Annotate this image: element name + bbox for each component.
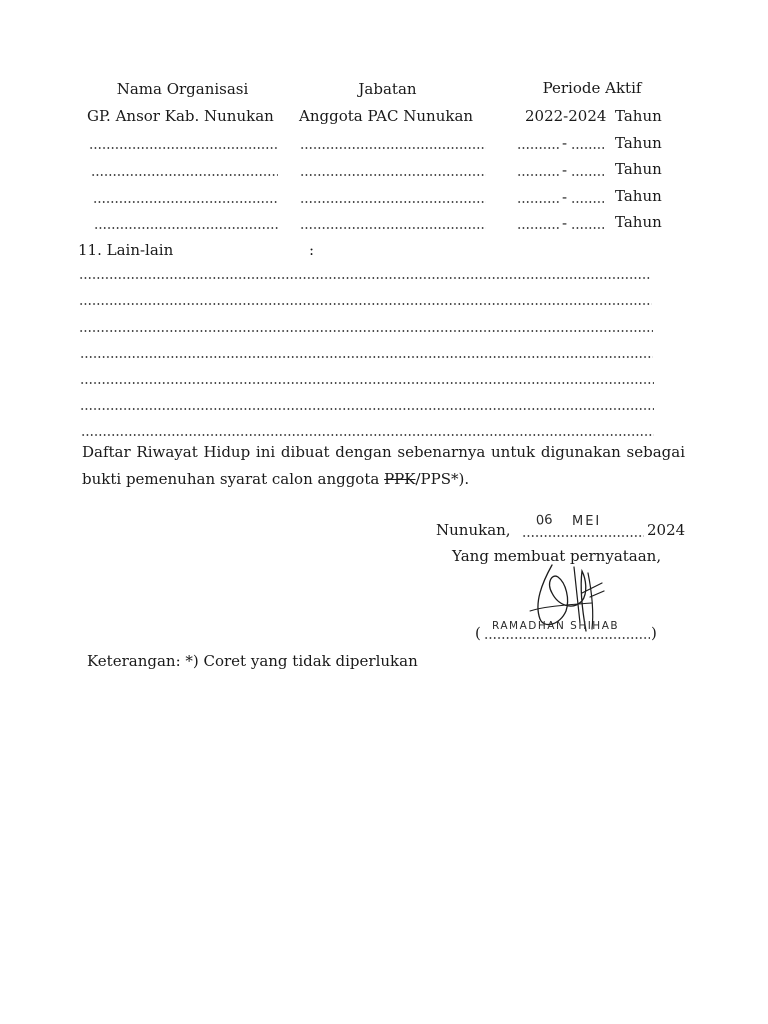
signature-year: 2024 bbox=[647, 521, 686, 539]
row-5-end-blank bbox=[571, 227, 604, 229]
row-5-dash: - bbox=[562, 214, 568, 232]
row-3-jabatan-blank bbox=[300, 174, 486, 176]
row-3-unit: Tahun bbox=[615, 160, 662, 178]
row-2-unit: Tahun bbox=[615, 134, 662, 152]
lain-lain-line-3 bbox=[79, 330, 653, 332]
row-5-organisasi-blank bbox=[94, 227, 278, 229]
struck-ppk: PPK bbox=[384, 470, 416, 488]
row-2-jabatan-blank bbox=[300, 147, 486, 149]
row-2-start-blank bbox=[517, 147, 561, 149]
row-3-organisasi-blank bbox=[91, 174, 278, 176]
lain-lain-line-2 bbox=[79, 303, 652, 305]
handwritten-day: 06 bbox=[535, 512, 554, 529]
section-11-label: 11. Lain-lain bbox=[78, 241, 174, 259]
row-1-jabatan: Anggota PAC Nunukan bbox=[299, 107, 474, 125]
row-4-organisasi-blank bbox=[93, 201, 278, 203]
lain-lain-line-7 bbox=[81, 434, 654, 436]
statement-line-2-prefix: bukti pemenuhan syarat calon anggota bbox=[82, 470, 385, 488]
signature-place: Nunukan, bbox=[436, 521, 511, 539]
row-4-jabatan-blank bbox=[300, 201, 486, 203]
row-1-periode: 2022-2024 bbox=[525, 107, 607, 125]
lain-lain-line-1 bbox=[79, 277, 651, 279]
maker-line: Yang membuat pernyataan, bbox=[452, 547, 662, 565]
footnote: Keterangan: *) Coret yang tidak diperlukan bbox=[87, 652, 418, 670]
header-jabatan: Jabatan bbox=[358, 80, 417, 98]
row-1-organisasi: GP. Ansor Kab. Nunukan bbox=[87, 107, 274, 125]
row-3-start-blank bbox=[517, 174, 561, 176]
handwritten-month: MEI bbox=[572, 514, 602, 529]
header-nama-organisasi: Nama Organisasi bbox=[116, 80, 249, 98]
statement-line-1: Daftar Riwayat Hidup ini dibuat dengan sebenarnya untuk digunakan sebagai bbox=[82, 443, 685, 461]
name-open-paren: ( bbox=[475, 624, 481, 642]
lain-lain-line-4 bbox=[80, 356, 653, 358]
row-5-unit: Tahun bbox=[615, 213, 662, 231]
row-2-dash: - bbox=[562, 134, 568, 152]
statement-line-2 bbox=[82, 469, 469, 489]
row-4-dash: - bbox=[562, 188, 568, 206]
row-3-end-blank bbox=[571, 174, 604, 176]
header-periode-aktif: Periode Aktif bbox=[542, 79, 642, 97]
row-5-jabatan-blank bbox=[300, 227, 486, 229]
row-3-dash: - bbox=[562, 161, 568, 179]
name-blank bbox=[484, 637, 650, 639]
lain-lain-line-6 bbox=[80, 408, 654, 410]
lain-lain-line-5 bbox=[80, 382, 654, 384]
signer-name-handwritten: RAMADHAN SHIHAB bbox=[492, 620, 620, 632]
row-4-start-blank bbox=[517, 201, 561, 203]
name-close-paren: ) bbox=[651, 624, 657, 642]
row-2-end-blank bbox=[571, 147, 604, 149]
row-4-unit: Tahun bbox=[615, 187, 662, 205]
date-blank bbox=[522, 535, 644, 537]
row-4-end-blank bbox=[571, 201, 604, 203]
statement-line-2-suffix: /PPS*). bbox=[415, 470, 470, 488]
row-2-organisasi-blank bbox=[89, 147, 278, 149]
section-11-colon: : bbox=[309, 241, 315, 259]
row-1-unit: Tahun bbox=[615, 107, 662, 125]
row-5-start-blank bbox=[517, 227, 561, 229]
